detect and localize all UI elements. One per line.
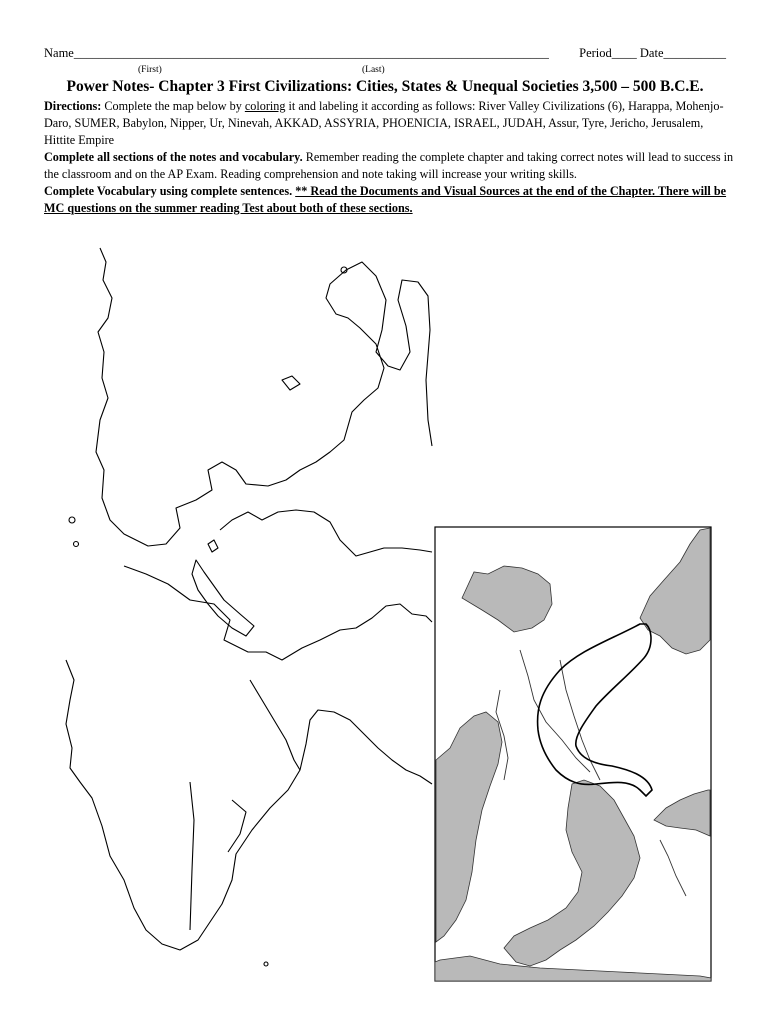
island [69, 517, 75, 523]
island [208, 540, 218, 552]
anatolia-coast [220, 510, 432, 556]
notes-bold-text: Complete all sections of the notes and vocabulary. [44, 150, 303, 164]
red-sea-coast [250, 680, 300, 770]
directions-label: Directions: [44, 99, 102, 113]
name-field[interactable]: Name____________________________________________________________________________ [44, 46, 549, 60]
border-line [190, 782, 194, 930]
inset-map [435, 527, 711, 981]
island [282, 376, 300, 390]
notes-text: Remember reading the complete chapter and taking correct notes will lead to success in the classroom and on the AP Exam. Reading comprehension and note taking will increase your writing skills. [44, 150, 734, 181]
mediterranean-coast [124, 566, 432, 660]
island [74, 542, 79, 547]
africa-coastline [66, 660, 432, 950]
vocab-bold-text: Complete Vocabulary using complete sentences. [44, 184, 293, 198]
italy-peninsula [192, 560, 254, 636]
first-name-label: (First) [138, 65, 162, 75]
europe-coastline [96, 248, 432, 546]
period-date-field[interactable]: Period____ Date__________ [579, 46, 726, 60]
border-line-2 [228, 800, 246, 852]
island [264, 962, 268, 966]
vocab-underlined-text: ** Read the Documents and Visual Sources at the end of the Chapter. There will be MC questions on the summer reading Test about both of these sections. [44, 184, 727, 215]
worksheet-title: Power Notes- Chapter 3 First Civilizations: Cities, States & Unequal Societies 3,500 – 500 B.C.E. [66, 78, 704, 95]
coloring-word: coloring [244, 99, 286, 113]
directions-text-2: it and labeling it according as follows: River Valley Civilizations (6), Harappa, Mohenjo-Daro, SUMER, Babylon, Nipper, Ur, Ninevah, AKKAD, ASSYRIA, PHOENICIA, ISRAEL, JUDAH, Assur, Tyre, Jericho, Jerusalem, Hittite Empire [44, 99, 724, 147]
directions-text-1: Complete the map below by [104, 99, 242, 113]
last-name-label: (Last) [362, 65, 385, 75]
